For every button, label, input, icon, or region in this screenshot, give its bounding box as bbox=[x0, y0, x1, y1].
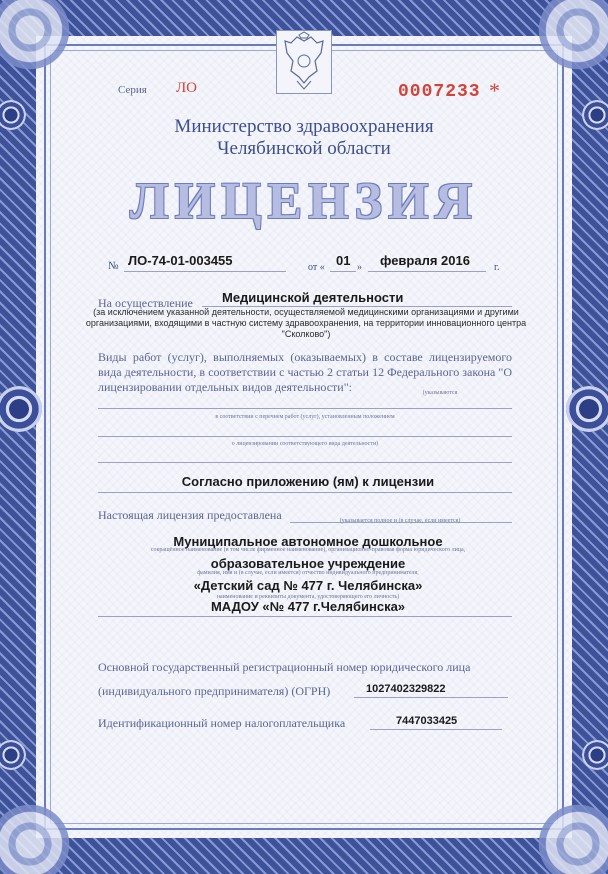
licensee-label: Настоящая лицензия предоставлена bbox=[98, 508, 282, 522]
license-day: 01 bbox=[336, 253, 351, 268]
asterisk-mark: * bbox=[489, 78, 500, 103]
licensee-name-line1: Муниципальное автономное дошкольное bbox=[173, 534, 443, 549]
licensee-short-name: МАДОУ «№ 477 г.Челябинска» bbox=[210, 599, 406, 614]
licensee-name-line3: «Детский сад № 477 г. Челябинска» bbox=[193, 578, 423, 593]
side-medal-right-bottom bbox=[582, 740, 608, 770]
activity-value: Медицинской деятельности bbox=[222, 290, 404, 305]
license-number: ЛО-74-01-003455 bbox=[128, 253, 233, 268]
works-hint-3: о лицензировании соответствующего вида деятельности) bbox=[231, 441, 379, 447]
ogrn-label-line2: (индивидуального предпринимателя) (ОГРН) bbox=[98, 684, 331, 698]
license-month-year: февраля 2016 bbox=[380, 253, 470, 268]
license-form-number: 0007233 bbox=[398, 82, 481, 102]
licensee-hint-4: наименование и реквизиты документа, удостоверяющего его личность) bbox=[216, 594, 400, 600]
inner-frame-thin bbox=[50, 50, 558, 824]
appendix-reference: Согласно приложению (ям) к лицензии bbox=[181, 474, 435, 489]
works-hint-1: (указываются bbox=[422, 390, 458, 396]
number-label: № bbox=[108, 260, 119, 272]
date-quote-close: » bbox=[357, 262, 362, 273]
series-label: Серия bbox=[118, 84, 147, 96]
activity-exclusion-note: (за исключением указанной деятельности, осуществляемой медицинскими организациями и другими организациями, входящими в частную систему здравоохранения, на территории инновационного центра "Сколково") bbox=[85, 307, 527, 339]
activity-label: На осуществление bbox=[98, 296, 193, 310]
ogrn-label-line1: Основной государственный регистрационный номер юридического лица bbox=[98, 660, 471, 674]
inn-value: 7447033425 bbox=[396, 715, 458, 727]
ministry-name-line1: Министерство здравоохранения bbox=[174, 116, 434, 137]
inn-label: Идентификационный номер налогоплательщика bbox=[98, 716, 346, 730]
document-title: ЛИЦЕНЗИЯ bbox=[129, 173, 479, 230]
side-medal-right bbox=[566, 386, 608, 432]
ogrn-value: 1027402329822 bbox=[366, 683, 446, 695]
works-hint-2: в соответствии с перечнем работ (услуг), установленным положением bbox=[215, 414, 395, 420]
double-headed-eagle-emblem bbox=[276, 30, 332, 94]
side-medal-right-top bbox=[582, 100, 608, 130]
licensee-hint-2: сокращённое наименование (в том числе фирменное наименование), организационно-правовая форма юридического лица, bbox=[150, 547, 466, 553]
licensee-hint-3: фамилия, имя и (в случае, если имеется) отчество индивидуального предпринимателя, bbox=[197, 570, 419, 576]
date-from-label: от « bbox=[308, 262, 325, 273]
works-description: Виды работ (услуг), выполняемых (оказываемых) в составе лицензируемого вида деятельности, в соответствии с частью 2 статьи 12 Федерального закона "О лицензировании отдельных видов деятельности": bbox=[98, 350, 512, 394]
licensee-hint-1: (указывается полное и (в случае, если имеется) bbox=[339, 518, 461, 524]
series-value: ЛО bbox=[176, 80, 198, 96]
ministry-name-line2: Челябинской области bbox=[217, 138, 391, 159]
licensee-name-line2: образовательное учреждение bbox=[210, 556, 406, 571]
year-suffix: г. bbox=[494, 262, 500, 273]
